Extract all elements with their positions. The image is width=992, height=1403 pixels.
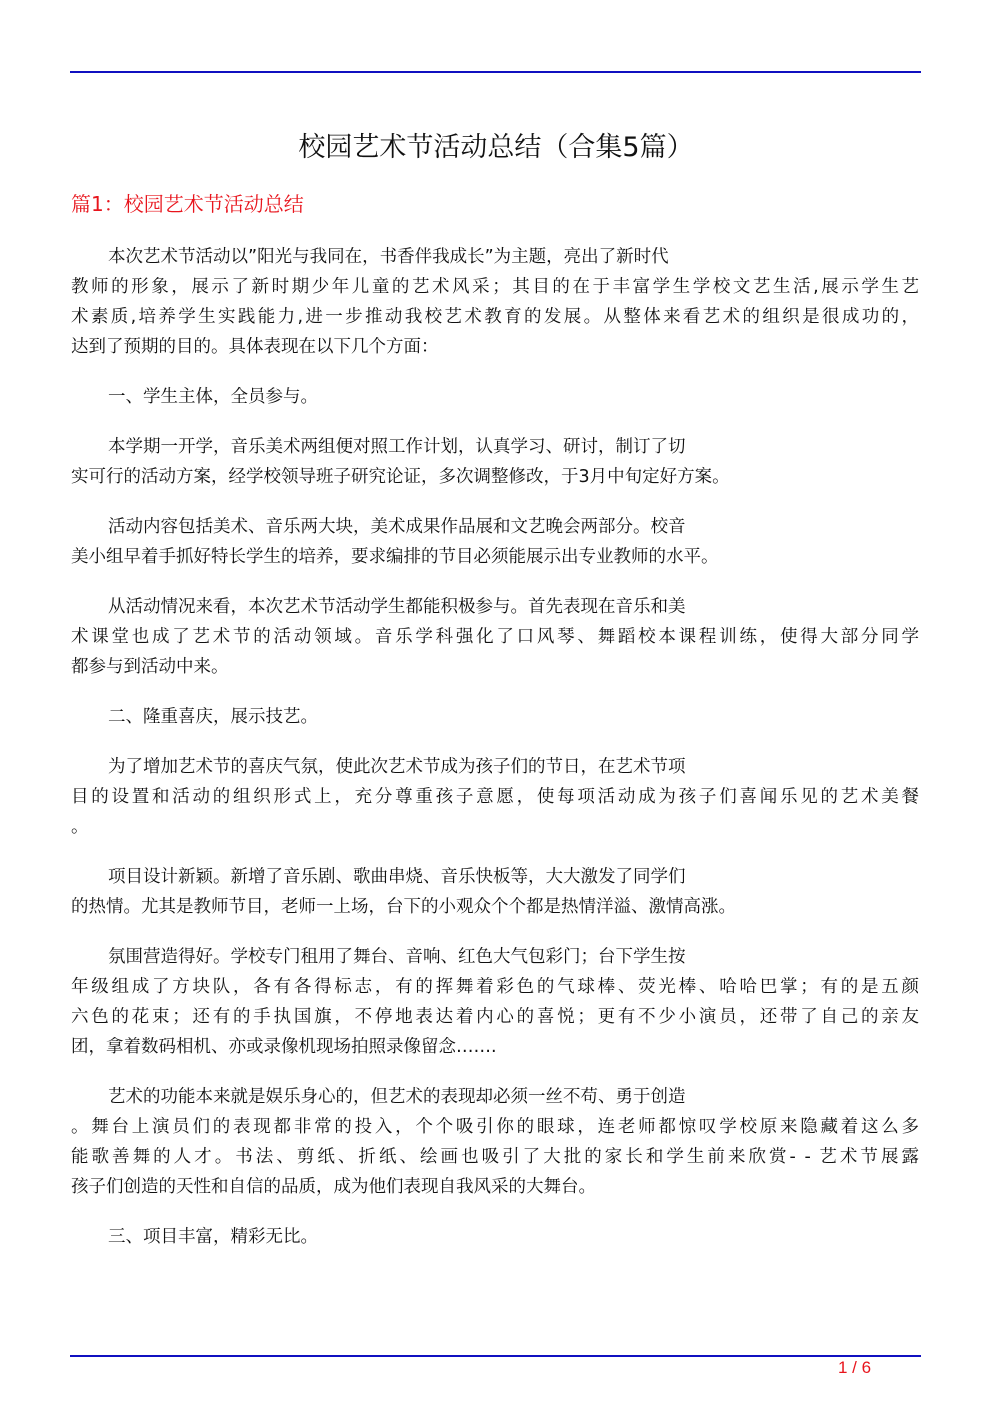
paragraph-line: 术素质,培养学生实践能力,进一步推动我校艺术教育的发展。从整体来看艺术的组织是很成功的， xyxy=(71,307,919,327)
paragraph-line: 孩子们创造的天性和自信的品质，成为他们表现自我风采的大舞台。 xyxy=(71,1177,596,1197)
paragraph-line: 氛围营造得好。学校专门租用了舞台、音响、红色大气包彩门；台下学生按 xyxy=(108,947,686,967)
paragraph xyxy=(71,752,919,842)
paragraph-line: 六色的花束；还有的手执国旗，不停地表达着内心的喜悦；更有不少小演员，还带了自己的亲友 xyxy=(71,1007,919,1027)
paragraph-line: 术课堂也成了艺术节的活动领域。音乐学科强化了口风琴、舞蹈校本课程训练，使得大部分同学 xyxy=(71,627,919,647)
paragraph-line: 。舞台上演员们的表现都非常的投入，个个吸引你的眼球，连老师都惊叹学校原来隐藏着这么多 xyxy=(71,1117,919,1137)
paragraph-line: 二、隆重喜庆，展示技艺。 xyxy=(108,707,318,727)
paragraph-line: 的热情。尤其是教师节目，老师一上场，台下的小观众个个都是热情洋溢、激情高涨。 xyxy=(71,897,736,917)
paragraph-line: 为了增加艺术节的喜庆气氛，使此次艺术节成为孩子们的节日，在艺术节项 xyxy=(108,757,686,777)
paragraph-line: 艺术的功能本来就是娱乐身心的，但艺术的表现却必须一丝不苟、勇于创造 xyxy=(108,1087,686,1107)
paragraph xyxy=(71,242,919,362)
paragraph-line: 一、学生主体，全员参与。 xyxy=(108,387,318,407)
paragraph xyxy=(71,862,919,922)
paragraph-line: 能歌善舞的人才。书法、剪纸、折纸、绘画也吸引了大批的家长和学生前来欣赏- - 艺术节展露 xyxy=(71,1147,919,1167)
paragraph xyxy=(71,942,919,1062)
paragraph-line: 项目设计新颖。新增了音乐剧、歌曲串烧、音乐快板等，大大激发了同学们 xyxy=(108,867,686,887)
paragraph xyxy=(71,512,919,572)
section-heading: 篇1：校园艺术节活动总结 xyxy=(71,192,304,216)
paragraph-line: 活动内容包括美术、音乐两大块，美术成果作品展和文艺晚会两部分。校音 xyxy=(108,517,686,537)
paragraph-line: 三、项目丰富，精彩无比。 xyxy=(108,1227,318,1247)
paragraph-line: 年级组成了方块队，各有各得标志，有的挥舞着彩色的气球棒、荧光棒、哈哈巴掌；有的是五颜 xyxy=(71,977,919,997)
paragraph xyxy=(71,1082,919,1202)
footer-rule xyxy=(70,1355,921,1357)
paragraph-line: 达到了预期的目的。具体表现在以下几个方面： xyxy=(71,337,439,357)
paragraph xyxy=(71,382,919,412)
paragraph-line: 。 xyxy=(71,817,89,837)
paragraph xyxy=(71,432,919,492)
paragraph-line: 本学期一开学，音乐美术两组便对照工作计划，认真学习、研讨，制订了切 xyxy=(108,437,686,457)
document-body xyxy=(71,242,919,1272)
paragraph-line: 从活动情况来看，本次艺术节活动学生都能积极参与。首先表现在音乐和美 xyxy=(108,597,686,617)
document-title: 校园艺术节活动总结（合集5篇） xyxy=(298,132,694,163)
paragraph-line: 教师的形象，展示了新时期少年儿童的艺术风采；其目的在于丰富学生学校文艺生活,展示学生艺 xyxy=(71,277,919,297)
paragraph-line: 目的设置和活动的组织形式上，充分尊重孩子意愿，使每项活动成为孩子们喜闻乐见的艺术美餐 xyxy=(71,787,919,807)
paragraph-line: 美小组早着手抓好特长学生的培养，要求编排的节目必须能展示出专业教师的水平。 xyxy=(71,547,719,567)
paragraph-line: 本次艺术节活动以”阳光与我同在，书香伴我成长”为主题，亮出了新时代 xyxy=(108,247,669,267)
paragraph-line: 都参与到活动中来。 xyxy=(71,657,229,677)
paragraph xyxy=(71,592,919,682)
paragraph-line: 团，拿着数码相机、亦或录像机现场拍照录像留念……. xyxy=(71,1037,497,1057)
header-rule xyxy=(70,71,921,73)
paragraph-line: 实可行的活动方案，经学校领导班子研究论证，多次调整修改，于3月中旬定好方案。 xyxy=(71,467,730,487)
paragraph xyxy=(71,1222,919,1252)
paragraph xyxy=(71,702,919,732)
page-number: 1 / 6 xyxy=(838,1358,872,1377)
